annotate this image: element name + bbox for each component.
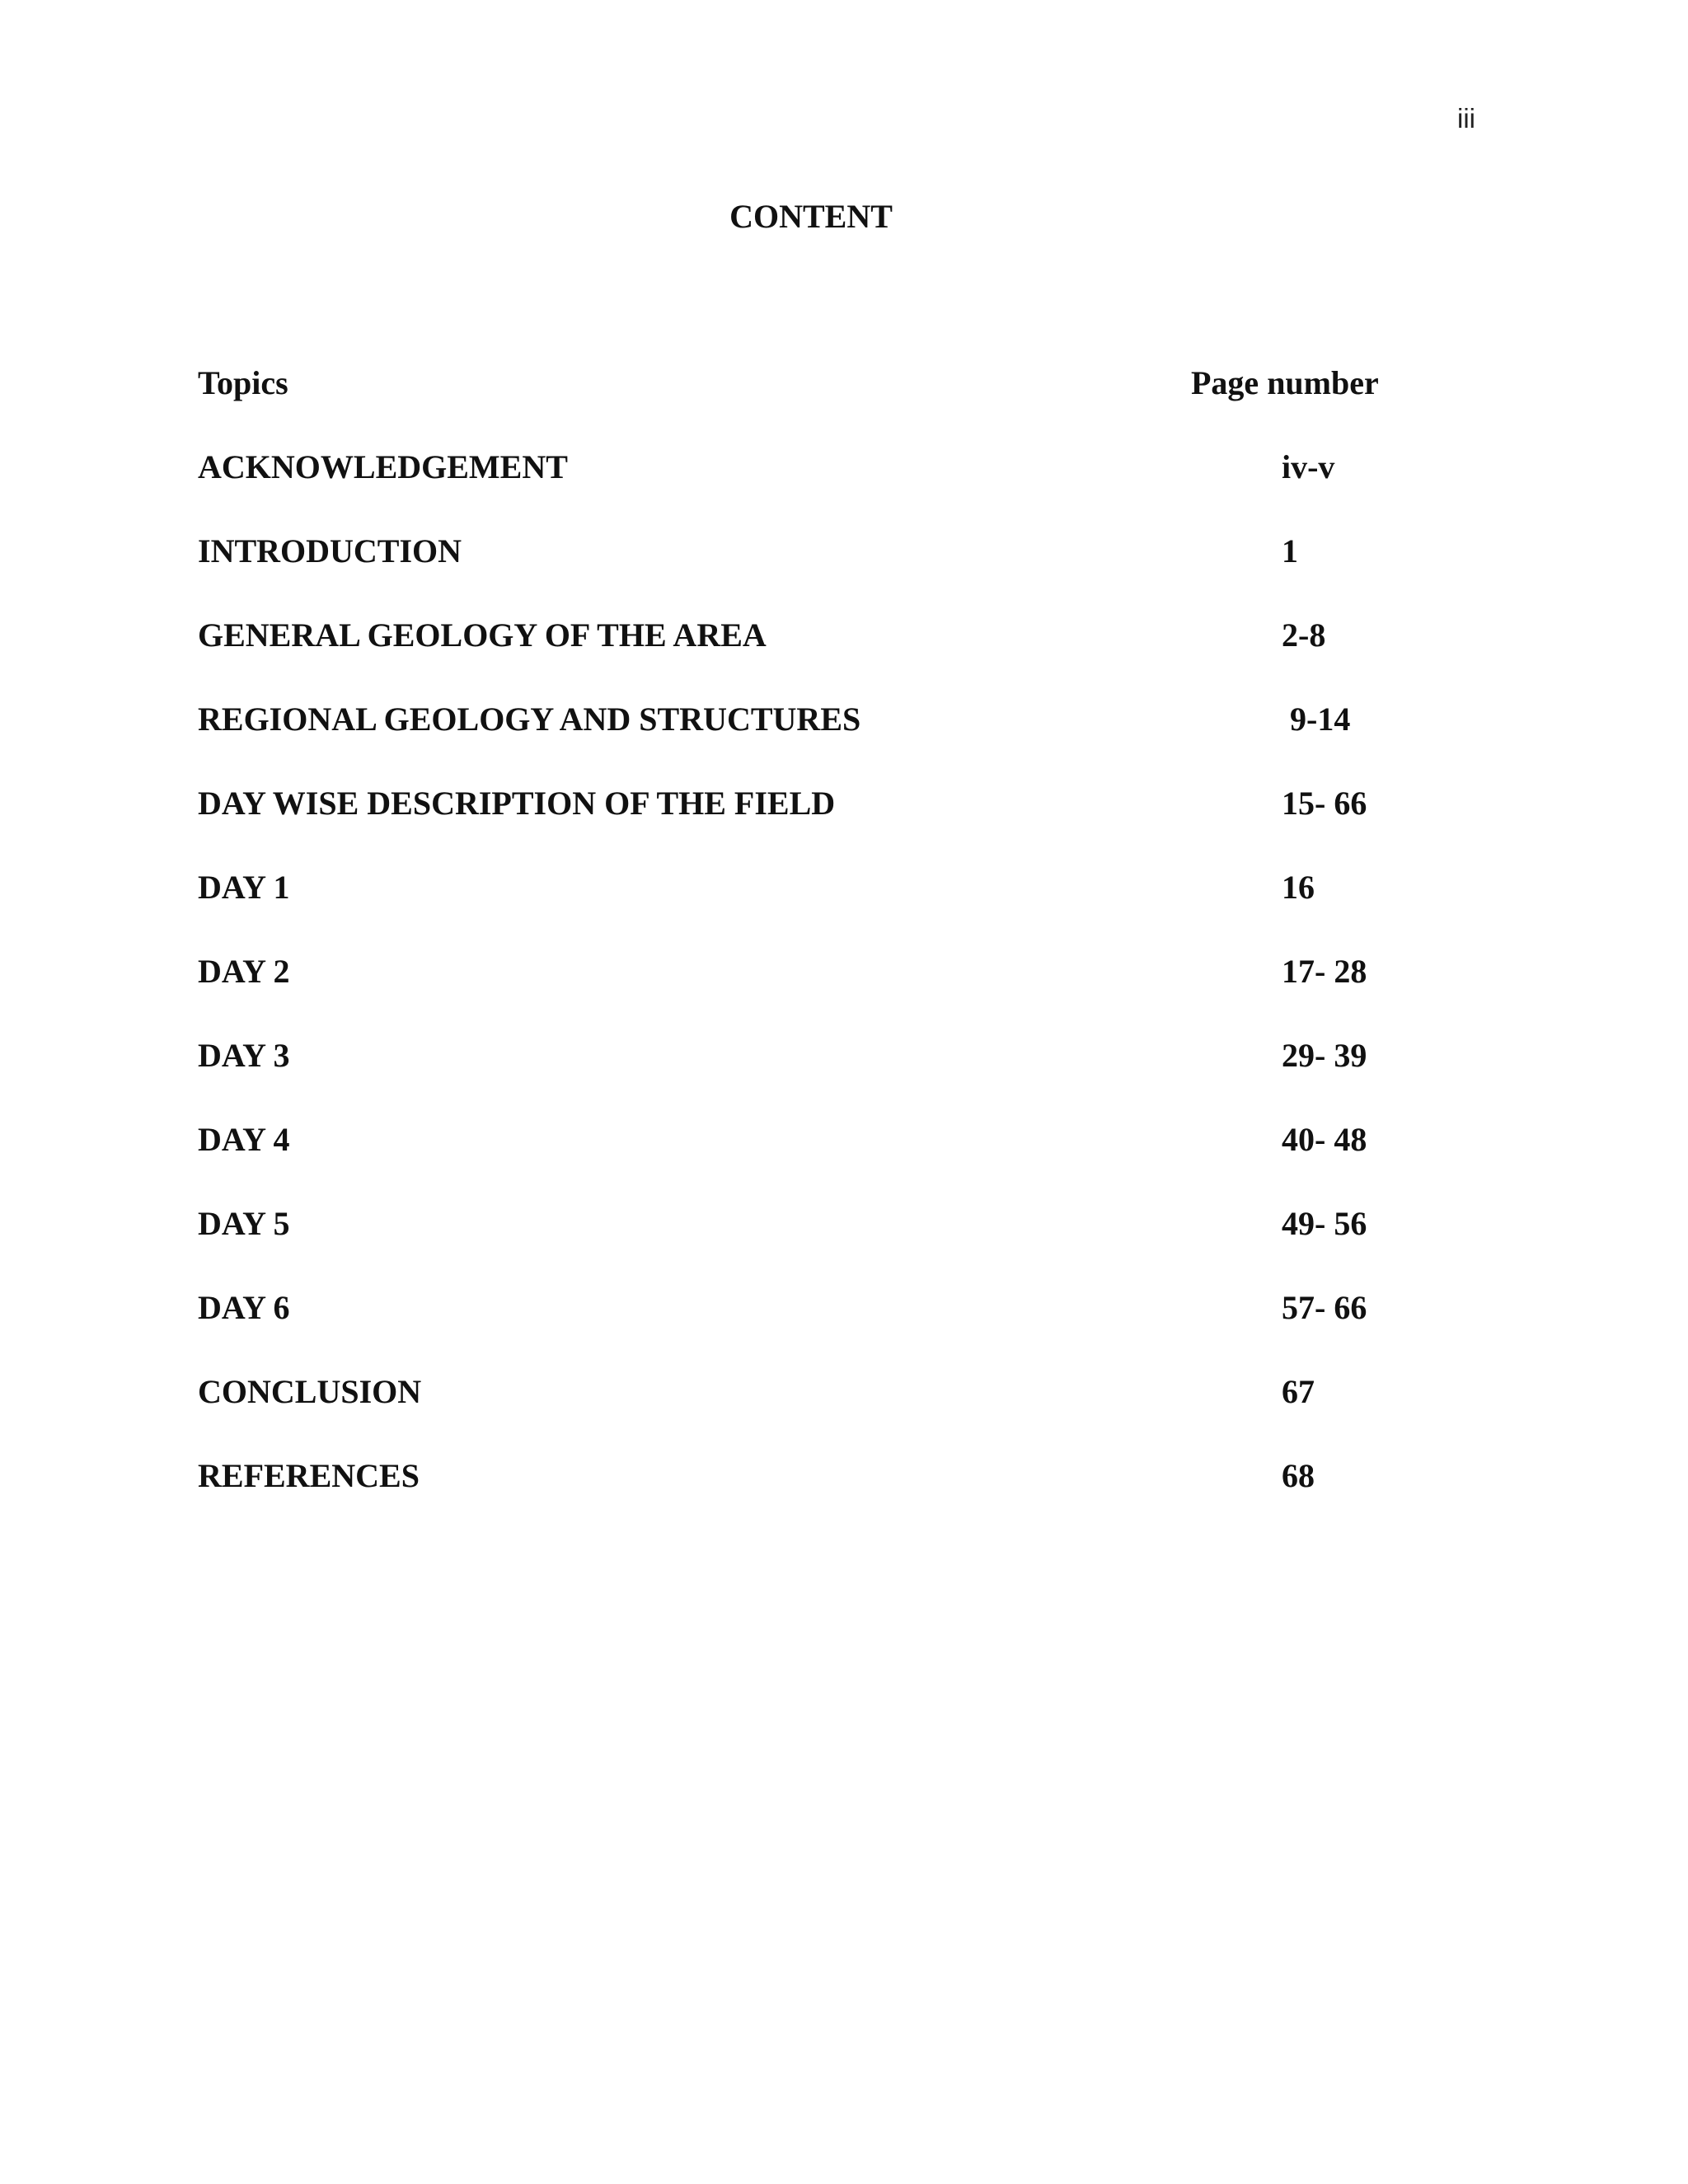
toc-entry-topic: REFERENCES (198, 1457, 420, 1494)
toc-entry-pages: 2-8 (1282, 616, 1326, 654)
toc-entry-conclusion (198, 1371, 1434, 1455)
toc-entry-topic: CONCLUSION (198, 1373, 422, 1410)
toc-entry-day-6 (198, 1287, 1434, 1371)
toc-entry-day-wise-description (198, 783, 1434, 867)
toc-entry-topic: DAY WISE DESCRIPTION OF THE FIELD (198, 785, 836, 822)
toc-entry-pages: 17- 28 (1282, 953, 1367, 990)
toc-entry-pages: 67 (1282, 1373, 1315, 1410)
toc-entry-topic: DAY 5 (198, 1205, 290, 1242)
toc-entry-day-2 (198, 951, 1434, 1035)
table-of-contents (198, 363, 1434, 1540)
toc-entry-pages: 68 (1282, 1457, 1315, 1494)
toc-header-row (198, 363, 1434, 447)
toc-entry-topic: INTRODUCTION (198, 532, 462, 569)
toc-entry-general-geology (198, 615, 1434, 699)
toc-entry-pages: 15- 66 (1282, 785, 1367, 822)
toc-entry-pages: 29- 39 (1282, 1037, 1367, 1074)
toc-entry-topic: DAY 4 (198, 1121, 290, 1158)
topics-column-header: Topics (198, 364, 288, 401)
toc-entry-topic: ACKNOWLEDGEMENT (198, 448, 568, 485)
toc-entry-acknowledgement (198, 447, 1434, 531)
toc-entry-pages: 49- 56 (1282, 1205, 1367, 1242)
page-number: iii (1457, 103, 1475, 134)
toc-entry-topic: DAY 3 (198, 1037, 290, 1074)
toc-entry-day-1 (198, 867, 1434, 951)
toc-entry-pages: iv-v (1282, 448, 1335, 485)
toc-entry-regional-geology (198, 699, 1434, 783)
toc-entry-pages: 1 (1282, 532, 1298, 569)
toc-entry-pages: 40- 48 (1282, 1121, 1367, 1158)
toc-entry-references (198, 1455, 1434, 1540)
toc-entry-topic: GENERAL GEOLOGY OF THE AREA (198, 616, 767, 654)
toc-entry-day-3 (198, 1035, 1434, 1119)
toc-entry-day-5 (198, 1203, 1434, 1287)
page-title: CONTENT (729, 198, 893, 235)
toc-entry-topic: REGIONAL GEOLOGY AND STRUCTURES (198, 701, 861, 738)
toc-entry-pages: 16 (1282, 869, 1315, 906)
toc-entry-day-4 (198, 1119, 1434, 1203)
toc-entry-pages: 9-14 (1282, 701, 1351, 738)
toc-entry-topic: DAY 1 (198, 869, 290, 906)
toc-entry-pages: 57- 66 (1282, 1289, 1367, 1326)
toc-entry-introduction (198, 531, 1434, 615)
page-number-column-header: Page number (1191, 364, 1379, 401)
toc-entry-topic: DAY 2 (198, 953, 290, 990)
toc-entry-topic: DAY 6 (198, 1289, 290, 1326)
